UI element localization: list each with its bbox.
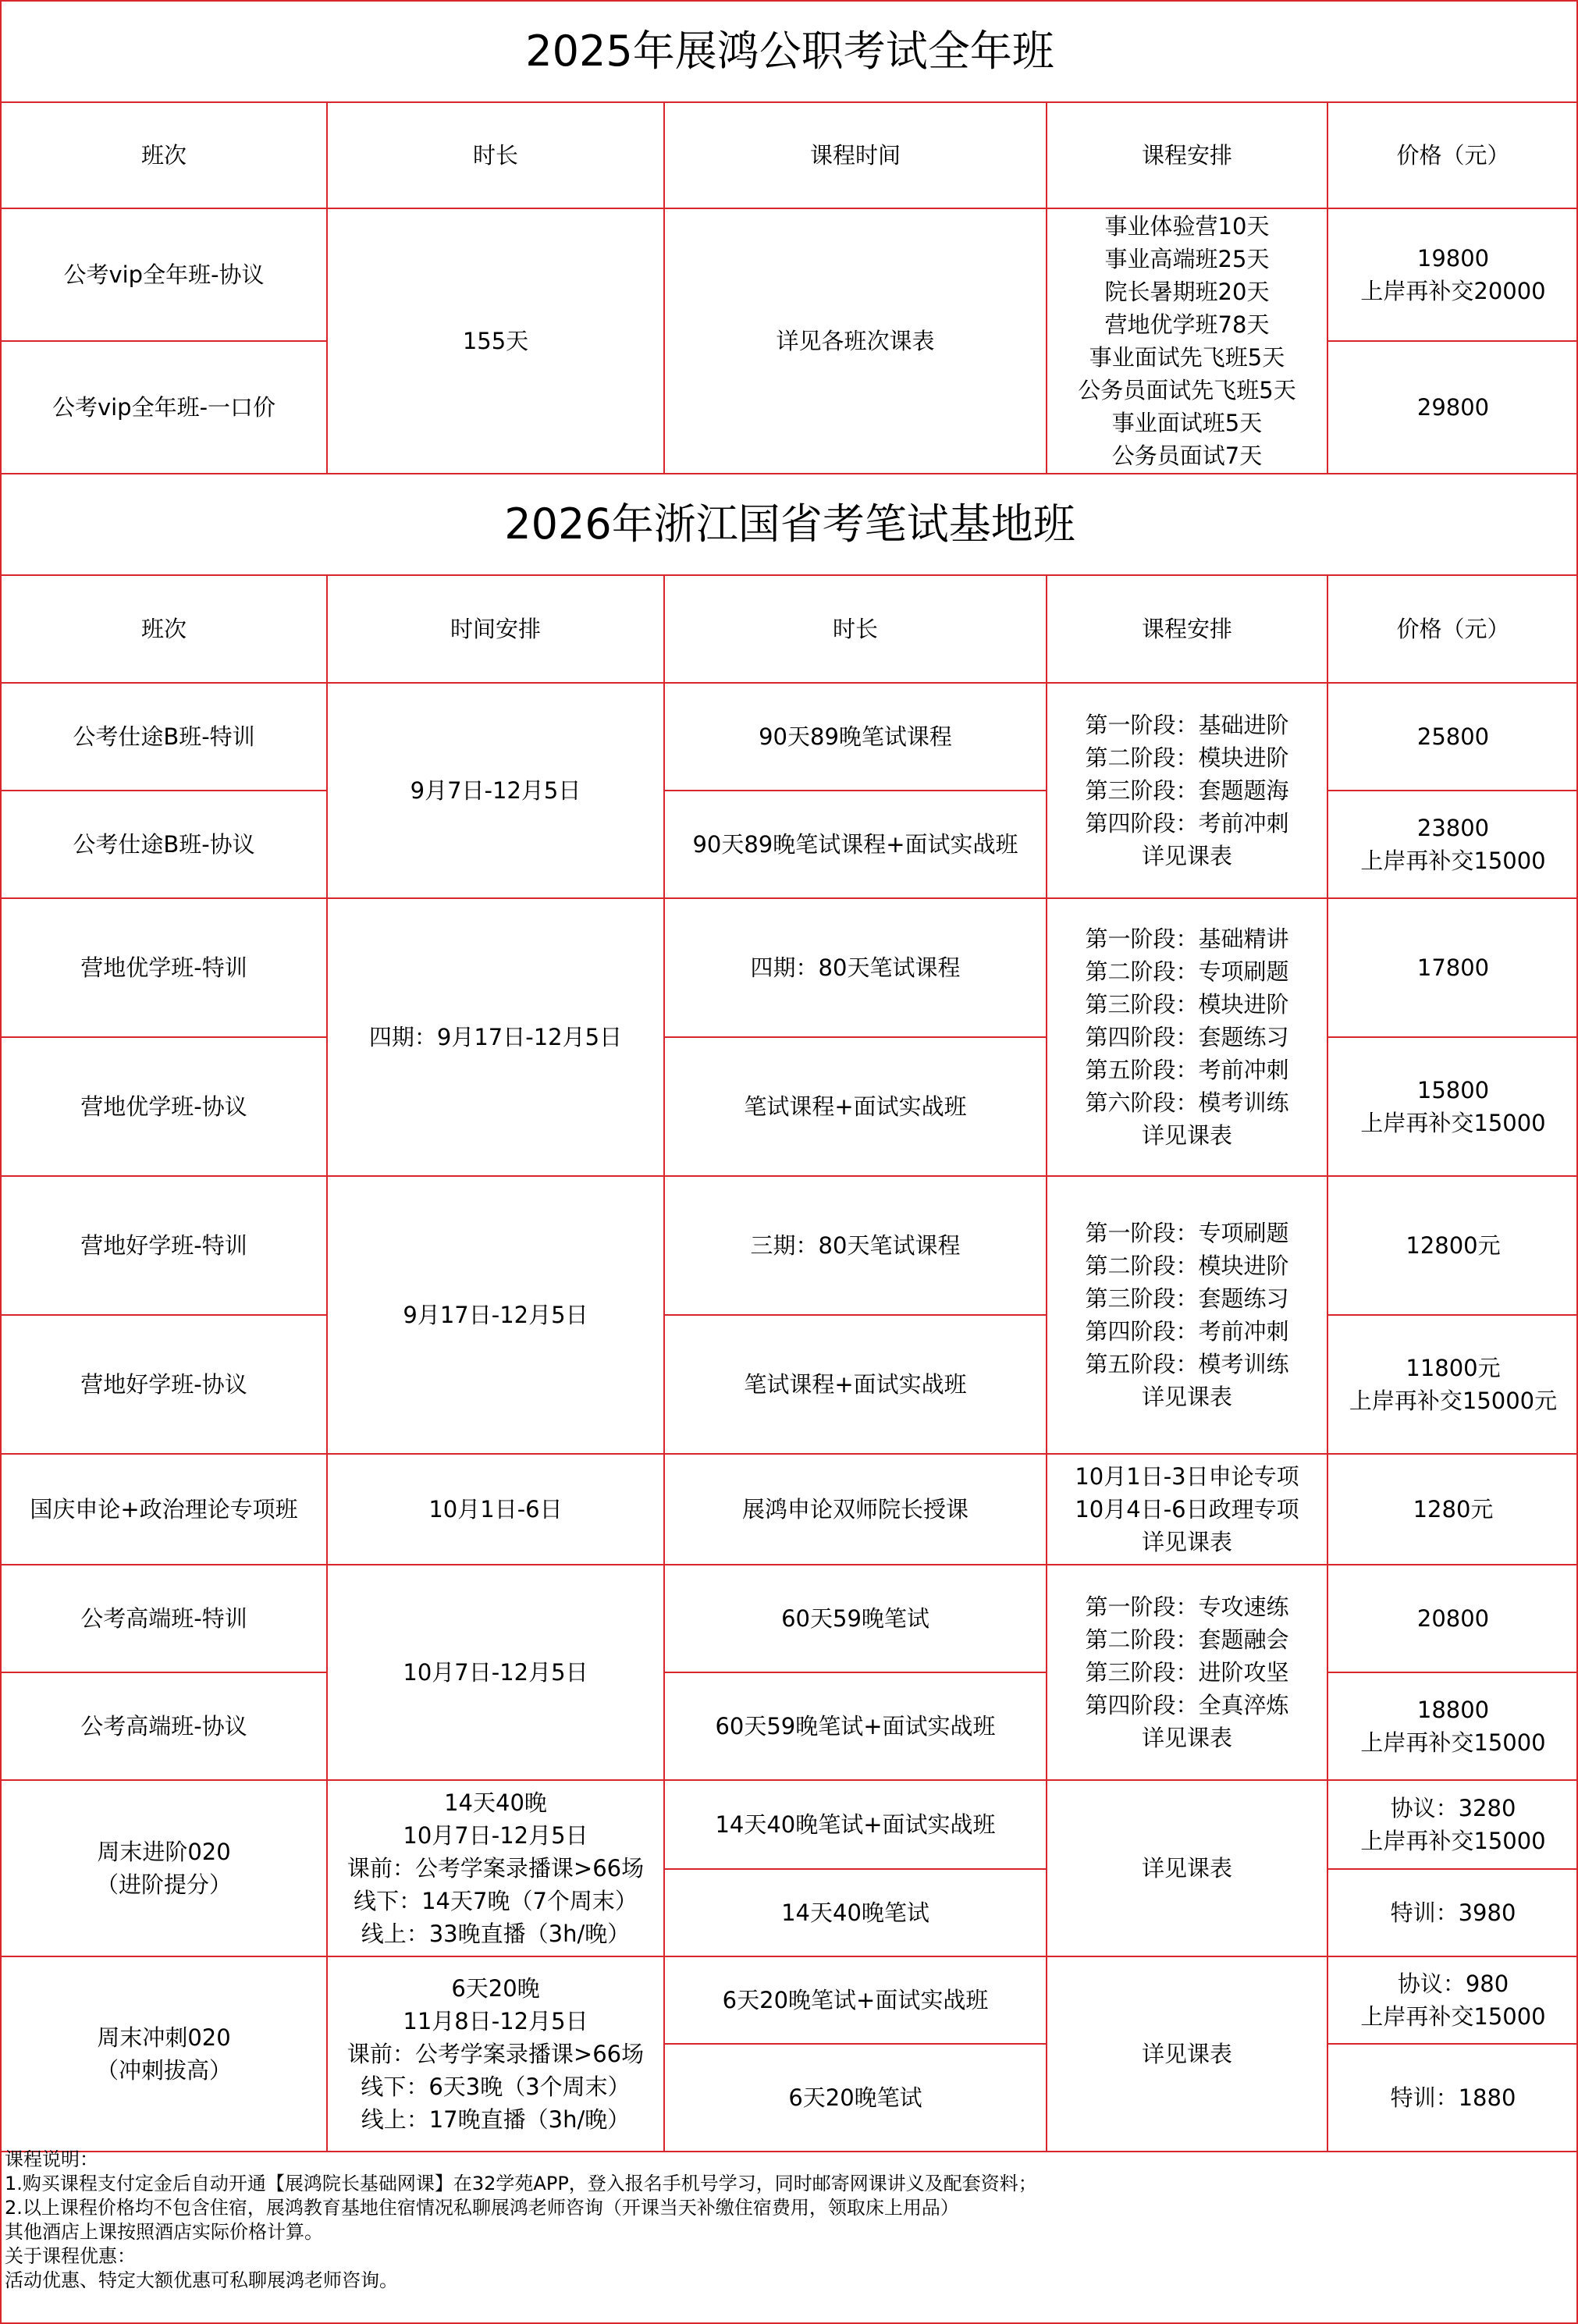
schedule: 第一阶段：专项刷题 第二阶段：模块进阶 第三阶段：套题练习 第四阶段：考前冲刺 第五阶段：模考训练 详见课表 (1047, 1176, 1327, 1454)
note-line: 关于课程优惠： (5, 2245, 136, 2267)
duration: 60天59晚笔试+面试实战班 (664, 1672, 1047, 1780)
schedule: 第一阶段：基础进阶 第二阶段：模块进阶 第三阶段：套题题海 第四阶段：考前冲刺 详见课表 (1047, 683, 1327, 898)
class-name: 公考高端班-协议 (1, 1672, 327, 1780)
section2-header-time: 时间安排 (327, 575, 664, 683)
schedule: 详见课表 (1047, 1956, 1327, 2152)
section1-header-schedule: 课程安排 (1047, 102, 1327, 208)
price: 19800 上岸再补交20000 (1327, 208, 1578, 341)
price: 29800 (1327, 341, 1578, 474)
schedule: 10月1日-3日申论专项 10月4日-6日政理专项 详见课表 (1047, 1454, 1327, 1565)
class-name: 公考vip全年班-协议 (1, 208, 327, 341)
duration: 笔试课程+面试实战班 (664, 1315, 1047, 1454)
duration: 60天59晚笔试 (664, 1565, 1047, 1672)
price: 协议：3280 上岸再补交15000 (1327, 1780, 1578, 1869)
price: 11800元 上岸再补交15000元 (1327, 1315, 1578, 1454)
class-name: 营地好学班-协议 (1, 1315, 327, 1454)
price: 协议：980 上岸再补交15000 (1327, 1956, 1578, 2044)
duration: 155天 (327, 208, 664, 474)
duration: 14天40晚笔试 (664, 1869, 1047, 1956)
section2-header-time2: 时长 (664, 575, 1047, 683)
price: 17800 (1327, 898, 1578, 1037)
price: 1280元 (1327, 1454, 1578, 1565)
time-schedule: 10月7日-12月5日 (327, 1565, 664, 1780)
course-time: 详见各班次课表 (664, 208, 1047, 474)
schedule: 第一阶段：专攻速练 第二阶段：套题融会 第三阶段：进阶攻坚 第四阶段：全真淬炼 详见课表 (1047, 1565, 1327, 1780)
time-schedule: 9月17日-12月5日 (327, 1176, 664, 1454)
duration: 四期：80天笔试课程 (664, 898, 1047, 1037)
duration: 90天89晚笔试课程+面试实战班 (664, 791, 1047, 898)
duration: 6天20晚笔试 (664, 2044, 1047, 2152)
section1-header-price: 价格（元） (1327, 102, 1578, 208)
class-name: 国庆申论+政治理论专项班 (1, 1454, 327, 1565)
section1-header-class: 班次 (1, 102, 327, 208)
price: 18800 上岸再补交15000 (1327, 1672, 1578, 1780)
section1-title: 2025年展鸿公职考试全年班 (1, 1, 1578, 102)
price: 15800 上岸再补交15000 (1327, 1037, 1578, 1176)
duration: 14天40晚笔试+面试实战班 (664, 1780, 1047, 1869)
class-name: 营地优学班-协议 (1, 1037, 327, 1176)
price: 25800 (1327, 683, 1578, 791)
price: 20800 (1327, 1565, 1578, 1672)
class-name: 公考vip全年班-一口价 (1, 341, 327, 474)
course-notes (5, 2148, 1037, 2293)
time-schedule: 9月7日-12月5日 (327, 683, 664, 898)
duration: 三期：80天笔试课程 (664, 1176, 1047, 1315)
price: 特训：3980 (1327, 1869, 1578, 1956)
class-name: 公考仕途B班-特训 (1, 683, 327, 791)
time-schedule: 10月1日-6日 (327, 1454, 664, 1565)
section2-title: 2026年浙江国省考笔试基地班 (1, 474, 1578, 575)
duration: 6天20晚笔试+面试实战班 (664, 1956, 1047, 2044)
section2-header-class: 班次 (1, 575, 327, 683)
time-schedule: 14天40晚 10月7日-12月5日 课前：公考学案录播课>66场 线下：14天7晚（7个周末） 线上：33晚直播（3h/晚） (327, 1780, 664, 1956)
class-name: 周末进阶020 （进阶提分） (1, 1780, 327, 1956)
note-line: 1.购买课程支付定金后自动开通【展鸿院长基础网课】在32学苑APP，登入报名手机号学习，同时邮寄网课讲义及配套资料； (5, 2173, 1037, 2194)
note-line: 2.以上课程价格均不包含住宿，展鸿教育基地住宿情况私聊展鸿老师咨询（开课当天补缴住宿费用，领取床上用品） (5, 2197, 959, 2219)
class-name: 营地好学班-特训 (1, 1176, 327, 1315)
class-name: 公考高端班-特训 (1, 1565, 327, 1672)
section1-header-course-time: 课程时间 (664, 102, 1047, 208)
class-name: 周末冲刺020 （冲刺拔高） (1, 1956, 327, 2152)
section2-header-price: 价格（元） (1327, 575, 1578, 683)
note-line: 活动优惠、特定大额优惠可私聊展鸿老师咨询。 (5, 2269, 398, 2291)
time-schedule: 四期：9月17日-12月5日 (327, 898, 664, 1176)
note-line: 其他酒店上课按照酒店实际价格计算。 (5, 2221, 323, 2243)
schedule: 事业体验营10天 事业高端班25天 院长暑期班20天 营地优学班78天 事业面试先飞班5天 公务员面试先飞班5天 事业面试班5天 公务员面试7天 (1047, 208, 1327, 474)
schedule: 详见课表 (1047, 1780, 1327, 1956)
class-name: 公考仕途B班-协议 (1, 791, 327, 898)
price: 特训：1880 (1327, 2044, 1578, 2152)
note-line: 课程说明： (5, 2148, 98, 2170)
price: 12800元 (1327, 1176, 1578, 1315)
duration: 90天89晚笔试课程 (664, 683, 1047, 791)
section1-header-duration: 时长 (327, 102, 664, 208)
class-name: 营地优学班-特训 (1, 898, 327, 1037)
time-schedule: 6天20晚 11月8日-12月5日 课前：公考学案录播课>66场 线下：6天3晚（3个周末） 线上：17晚直播（3h/晚） (327, 1956, 664, 2152)
section2-header-schedule: 课程安排 (1047, 575, 1327, 683)
price: 23800 上岸再补交15000 (1327, 791, 1578, 898)
duration: 展鸿申论双师院长授课 (664, 1454, 1047, 1565)
schedule: 第一阶段：基础精讲 第二阶段：专项刷题 第三阶段：模块进阶 第四阶段：套题练习 第五阶段：考前冲刺 第六阶段：模考训练 详见课表 (1047, 898, 1327, 1176)
duration: 笔试课程+面试实战班 (664, 1037, 1047, 1176)
